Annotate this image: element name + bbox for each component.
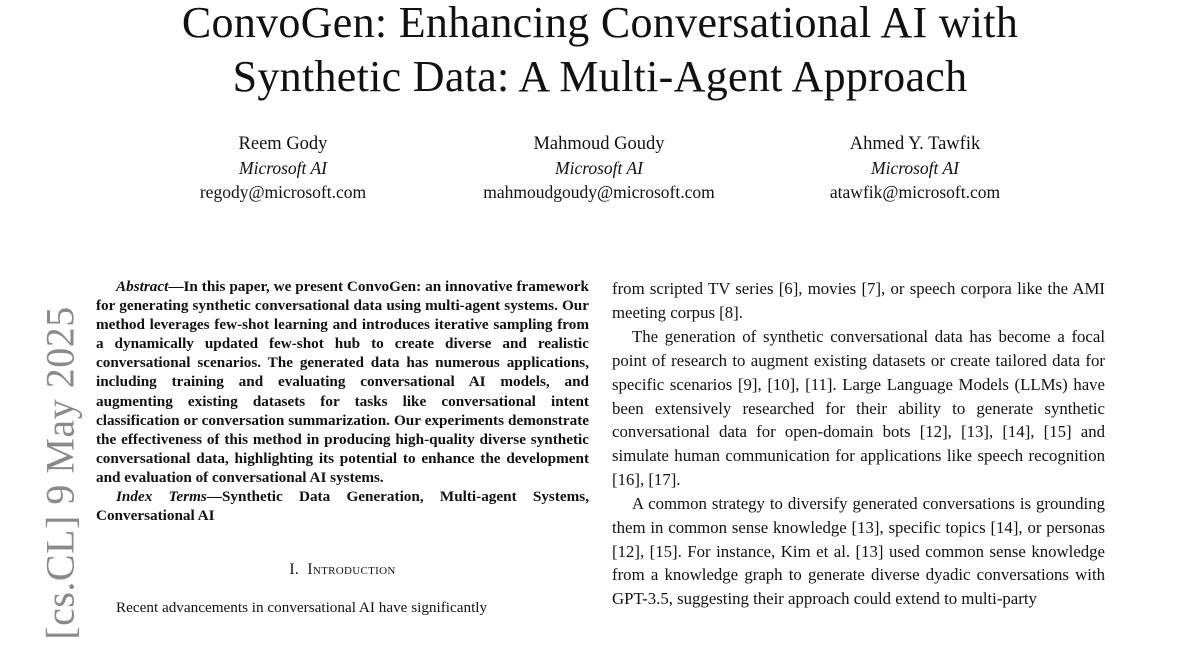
paper-title-line-1: ConvoGen: Enhancing Conversational AI with <box>181 0 1019 47</box>
index-terms-lead: Index Terms <box>116 488 207 506</box>
author-name: Ahmed Y. Tawfik <box>849 134 981 154</box>
abstract <box>96 277 589 487</box>
author-block-2 <box>458 132 740 204</box>
author-affiliation: Microsoft AI <box>871 158 959 178</box>
section-heading <box>96 560 589 579</box>
paper-title <box>0 0 1200 104</box>
abstract-text: —In this paper, we present ConvoGen: an innovative framework for generating synthetic conversational data using multi-agent systems. Our method leverages few-shot learning and introduces iterative sampling from a dynamically updated few-shot hub to create diverse and realistic conversational scenarios. The generated data has numerous applications, including training and evaluating conversational AI models, and augmenting existing datasets for tasks like conversational intent classification or conversation summarization. Our experiments demonstrate the effectiveness of this method in producing high-quality diverse synthetic conversational data, highlighting its potential to enhance the development and evaluation of conversational AI systems. <box>96 278 589 486</box>
author-email: mahmoudgoudy@microsoft.com <box>483 182 715 202</box>
author-affiliation: Microsoft AI <box>555 158 643 178</box>
author-email: atawfik@microsoft.com <box>829 182 1001 202</box>
index-terms <box>96 487 589 525</box>
left-column <box>96 277 589 617</box>
arxiv-side-stamp <box>37 300 83 646</box>
author-email: regody@microsoft.com <box>199 182 367 202</box>
section-number: I. <box>289 561 300 579</box>
author-name: Mahmoud Goudy <box>533 134 665 154</box>
paper-title-line-2: Synthetic Data: A Multi-Agent Approach <box>232 52 968 101</box>
body-paragraph: from scripted TV series [6], movies [7], or speech corpora like the AMI meeting corpus [8]. <box>612 279 1105 322</box>
author-block-1 <box>150 132 416 204</box>
arxiv-stamp-text: [cs.CL] 9 May 2025 <box>37 306 83 640</box>
body-paragraph: A common strategy to diversify generated conversations is grounding them in common sense knowledge [13], specific topics [14], or personas [12], [15]. For instance, Kim et al. [13] used common sense knowledge from a knowledge graph to generate diverse dyadic conversations with GPT-3.5, suggesting their approach could extend to multi-party <box>612 494 1105 609</box>
author-affiliation: Microsoft AI <box>239 158 327 178</box>
intro-paragraph: Recent advancements in conversational AI have significantly <box>116 599 488 617</box>
author-block-3 <box>782 132 1048 204</box>
index-terms-text: —Synthetic Data Generation, Multi-agent Systems, Conversational AI <box>96 488 590 525</box>
right-column <box>612 277 1105 611</box>
abstract-lead: Abstract <box>116 278 169 295</box>
section-title: Introduction <box>307 561 396 579</box>
body-paragraph: The generation of synthetic conversational data has become a focal point of research to augment existing datasets or create tailored data for specific scenarios [9], [10], [11]. Large Language Models (LLMs) have been extensively researched for their ability to generate synthetic conversational data for open-domain bots [12], [13], [14], [15] and simulate human communication for applications like speech recognition [16], [17]. <box>612 327 1105 489</box>
author-name: Reem Gody <box>238 134 328 154</box>
